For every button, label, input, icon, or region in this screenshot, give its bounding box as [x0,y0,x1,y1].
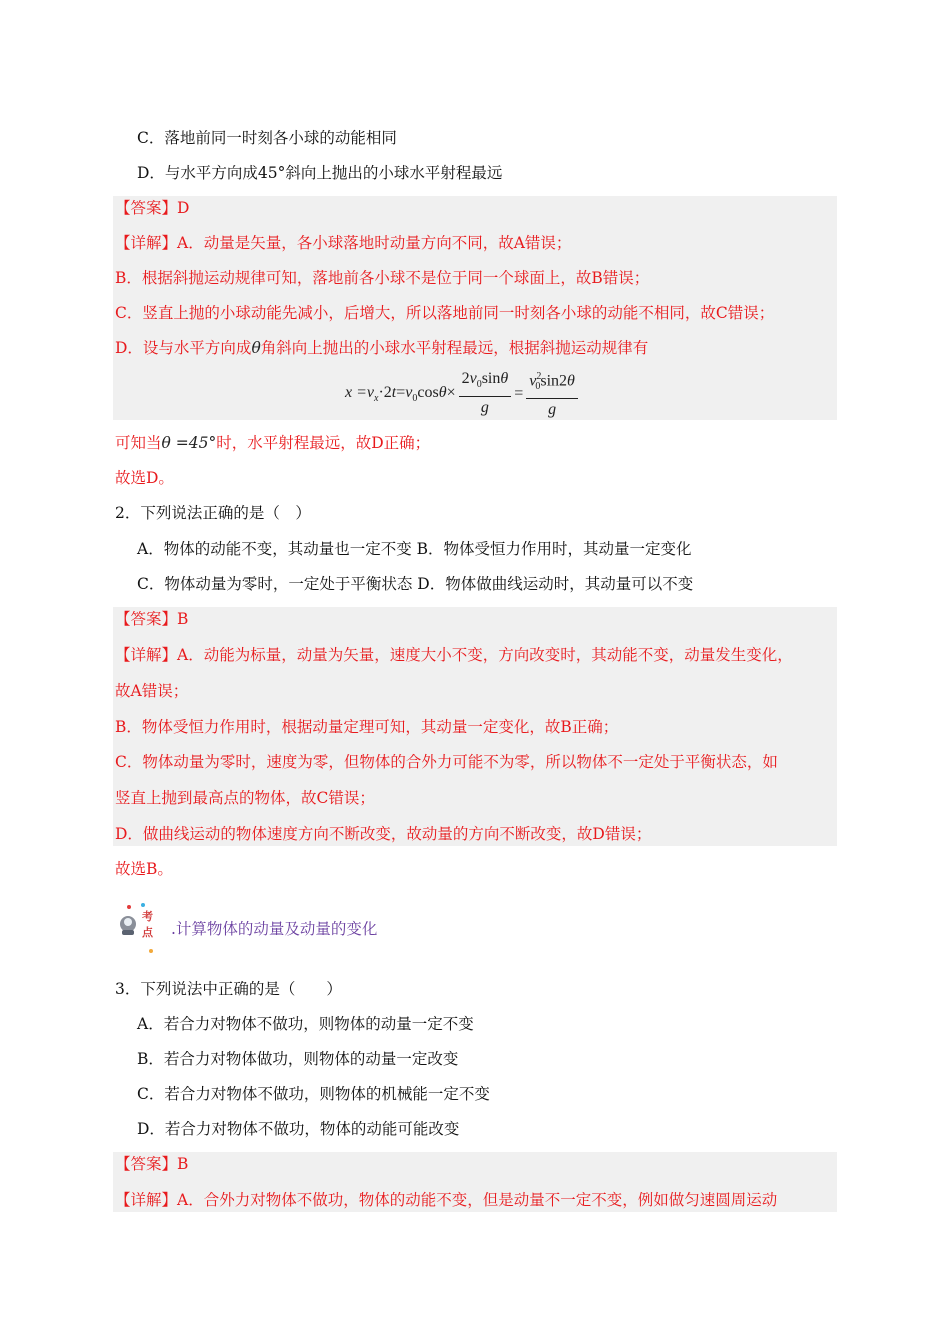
q3-option-b: B．若合力对物体做功，则物体的动量一定改变 [137,1050,459,1068]
q1-detail-c: C．竖直上抛的小球动能先减小，后增大，所以落地前同一时刻各小球的动能不相同，故C错误； [115,304,775,322]
q3-answer: 【答案】B [115,1155,189,1173]
q1-conclusion: 可知当θ =45°时，水平射程最远，故D正确； [115,434,431,452]
kaodian-icon [116,900,172,956]
q1-range-formula: $x =v_x\cdot 2t=v_0\cos\theta\times$ $\frac{2v_0\sin\theta}{g}$ = $\frac{v^2_0\sin 2\theta}{g}$ [345,368,581,420]
q1-detail-a: 【详解】A．动量是矢量，各小球落地时动量方向不同，故A错误； [115,234,572,252]
q2-stem: 2．下列说法正确的是（ ） [115,504,311,522]
kaodian-title: .计算物体的动量及动量的变化 [171,920,378,938]
q3-detail-a: 【详解】A．合外力对物体不做功，物体的动能不变，但是动量不一定不变，例如做匀速圆周运动 [115,1191,778,1209]
svg-text:考: 考 [142,910,153,923]
q2-detail-d: D．做曲线运动的物体速度方向不断改变，故动量的方向不断改变，故D错误； [115,825,652,843]
q2-detail-a-cont: 故A错误； [115,682,189,700]
q2-detail-b: B．物体受恒力作用时，根据动量定理可知，其动量一定变化，故B正确； [115,718,619,736]
q3-option-c: C．若合力对物体不做功，则物体的机械能一定不变 [137,1085,490,1103]
q1-answer: 【答案】D [115,199,190,217]
q2-detail-c: C．物体动量为零时，速度为零，但物体的合外力可能不为零，所以物体不一定处于平衡状态，如 [115,753,778,771]
q2-detail-a: 【详解】A．动能为标量，动量为矢量，速度大小不变，方向改变时，其动能不变，动量发生变化， [115,646,793,664]
q1-detail-d: D．设与水平方向成θ角斜向上抛出的小球水平射程最远，根据斜抛运动规律有 [115,339,649,357]
q2-detail-c-cont: 竖直上抛到最高点的物体，故C错误； [115,789,375,807]
q1-detail-b: B．根据斜抛运动规律可知，落地前各小球不是位于同一个球面上，故B错误； [115,269,650,287]
q2-final-answer: 故选B。 [115,860,173,878]
q1-option-c: C．落地前同一时刻各小球的动能相同 [137,129,397,147]
q3-option-d: D．若合力对物体不做功，物体的动能可能改变 [137,1120,460,1138]
q3-option-a: A．若合力对物体不做功，则物体的动量一定不变 [137,1015,474,1033]
q2-answer: 【答案】B [115,610,189,628]
q1-final-answer: 故选D。 [115,469,174,487]
svg-text:点: 点 [142,926,153,939]
q2-options-ab: A．物体的动能不变，其动量也一定不变 B．物体受恒力作用时，其动量一定变化 [137,540,692,558]
q1-option-d: D．与水平方向成45°斜向上抛出的小球水平射程最远 [137,164,503,182]
q2-options-cd: C．物体动量为零时，一定处于平衡状态 D．物体做曲线运动时，其动量可以不变 [137,575,694,593]
q3-stem: 3．下列说法中正确的是（ ） [115,980,342,998]
